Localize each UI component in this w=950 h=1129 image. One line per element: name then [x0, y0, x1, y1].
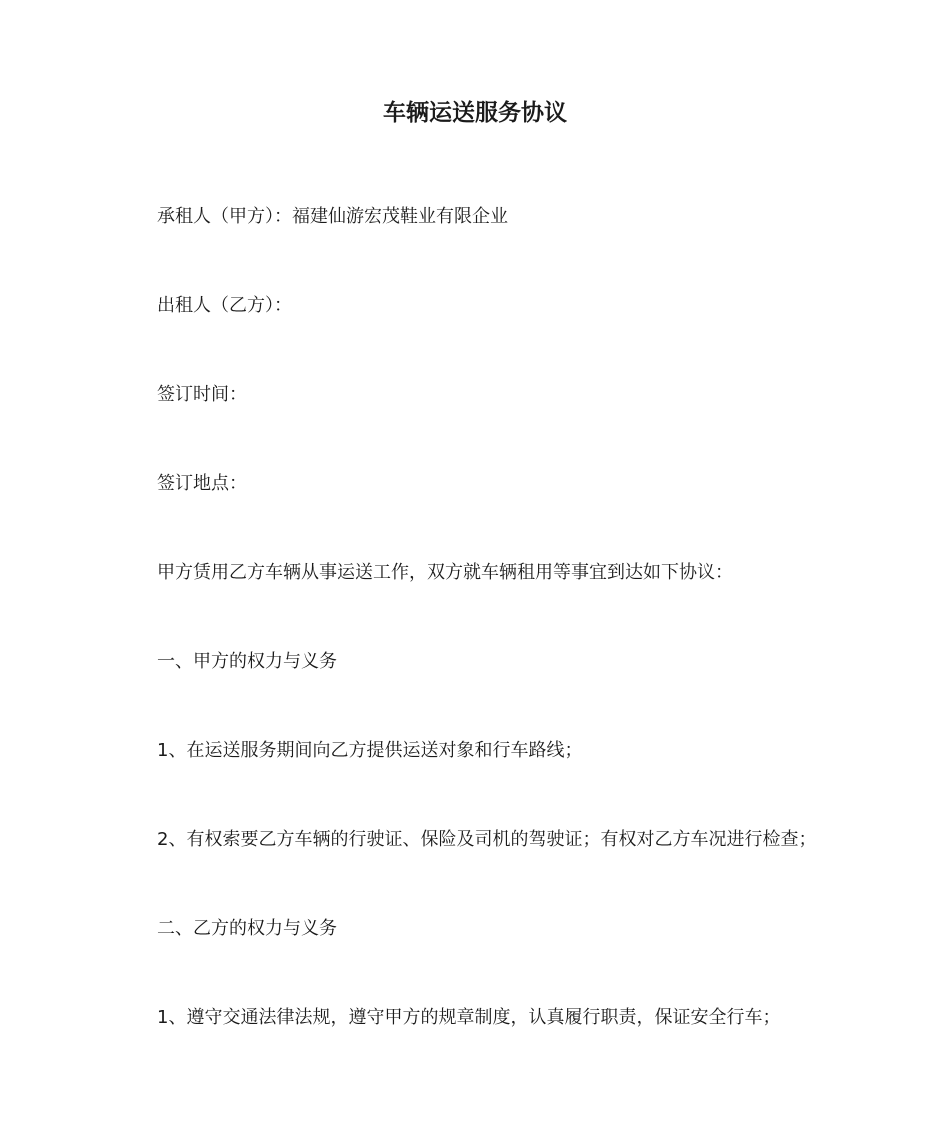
lessee-line: 承租人（甲方）：福建仙游宏茂鞋业有限企业 — [157, 206, 508, 227]
party-b-clause-1: 1、遵守交通法律法规，遵守甲方的规章制度，认真履行职责，保证安全行车； — [157, 1007, 781, 1028]
document-title: 车辆运送服务协议 — [383, 100, 567, 126]
agreement-intro: 甲方赁用乙方车辆从事运送工作，双方就车辆租用等事宜到达如下协议： — [157, 562, 733, 583]
section-heading-party-a: 一、甲方的权力与义务 — [157, 651, 337, 672]
party-a-clause-1: 1、在运送服务期间向乙方提供运送对象和行车路线； — [157, 740, 583, 761]
signing-place-line: 签订地点： — [157, 473, 247, 494]
section-heading-party-b: 二、乙方的权力与义务 — [157, 918, 337, 939]
lessor-line: 出租人（乙方）： — [157, 295, 292, 316]
signing-time-line: 签订时间： — [157, 384, 247, 405]
party-a-clause-2: 2、有权索要乙方车辆的行驶证、保险及司机的驾驶证；有权对乙方车况进行检查； — [157, 829, 817, 850]
